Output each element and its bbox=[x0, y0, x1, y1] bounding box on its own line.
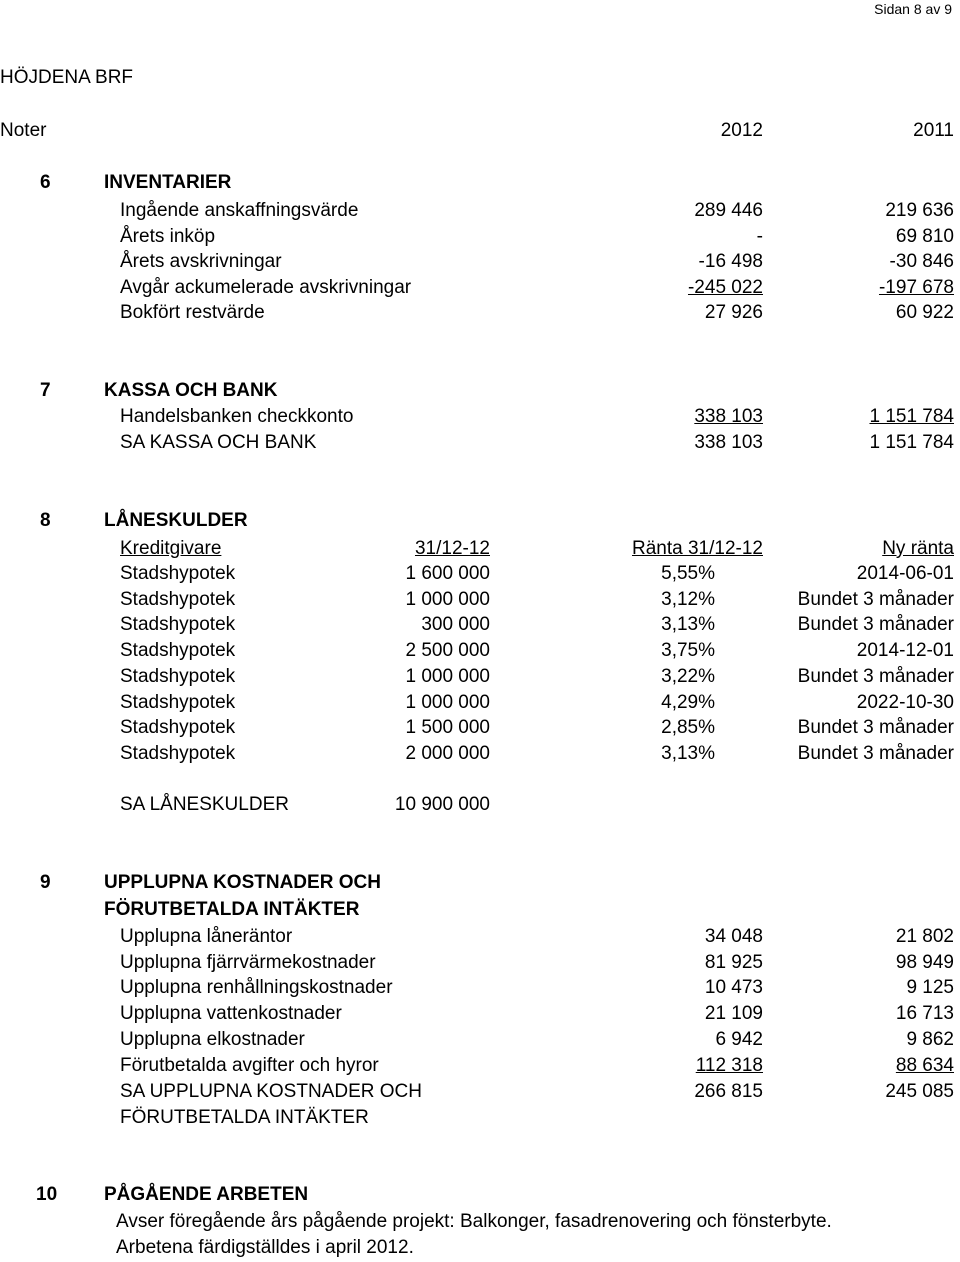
row-label: Bokfört restvärde bbox=[120, 302, 265, 323]
loan-amount: 1 000 000 bbox=[405, 589, 490, 610]
value-2012: 289 446 bbox=[694, 200, 763, 221]
value-2011: 69 810 bbox=[895, 226, 954, 247]
value-2012: - bbox=[756, 226, 763, 247]
row-label: Upplupna renhållningskostnader bbox=[120, 977, 393, 998]
row-label: Årets avskrivningar bbox=[120, 251, 282, 272]
note-number: 7 bbox=[40, 380, 51, 401]
loan-amount: 300 000 bbox=[421, 614, 490, 635]
loan-amount: 1 000 000 bbox=[405, 666, 490, 687]
row-label: Förutbetalda avgifter och hyror bbox=[120, 1055, 379, 1076]
new-rate-date: 2022-10-30 bbox=[856, 692, 954, 713]
interest-rate: 3,13% bbox=[661, 614, 715, 635]
value-2011: 60 922 bbox=[895, 302, 954, 323]
column-header-rate: Ränta 31/12-12 bbox=[632, 538, 763, 559]
interest-rate: 3,22% bbox=[661, 666, 715, 687]
value-2012: -245 022 bbox=[687, 277, 763, 298]
note-text-line-1: Avser föregående års pågående projekt: Balkonger, fasadrenovering och fönsterbyte. bbox=[116, 1211, 832, 1232]
interest-rate: 4,29% bbox=[661, 692, 715, 713]
total-label-line-1: SA UPPLUPNA KOSTNADER OCH bbox=[120, 1081, 422, 1102]
new-rate-date: Bundet 3 månader bbox=[797, 743, 954, 764]
note-title: LÅNESKULDER bbox=[104, 510, 248, 531]
interest-rate: 3,75% bbox=[661, 640, 715, 661]
value-2012: 338 103 bbox=[694, 432, 763, 453]
new-rate-date: 2014-12-01 bbox=[856, 640, 954, 661]
creditor: Stadshypotek bbox=[120, 717, 236, 738]
value-2011: 219 636 bbox=[885, 200, 954, 221]
note-number: 9 bbox=[40, 872, 51, 893]
row-label: Upplupna vattenkostnader bbox=[120, 1003, 342, 1024]
row-label: Avgår ackumelerade avskrivningar bbox=[120, 277, 412, 298]
row-label: Årets inköp bbox=[120, 226, 216, 247]
value-2012: 34 048 bbox=[704, 926, 763, 947]
note-number: 6 bbox=[40, 172, 51, 193]
value-2011: 16 713 bbox=[895, 1003, 954, 1024]
year-2012-header: 2012 bbox=[720, 120, 763, 141]
value-2012: 81 925 bbox=[704, 952, 763, 973]
column-header-amount: 31/12-12 bbox=[414, 538, 490, 559]
total-value: 10 900 000 bbox=[394, 794, 490, 815]
new-rate-date: Bundet 3 månader bbox=[797, 589, 954, 610]
interest-rate: 2,85% bbox=[661, 717, 715, 738]
page-number: Sidan 8 av 9 bbox=[874, 1, 952, 17]
row-label: Ingående anskaffningsvärde bbox=[120, 200, 359, 221]
new-rate-date: Bundet 3 månader bbox=[797, 717, 954, 738]
total-2012: 266 815 bbox=[694, 1081, 763, 1102]
value-2011: 88 634 bbox=[895, 1055, 954, 1076]
value-2011: 21 802 bbox=[895, 926, 954, 947]
row-label: SA KASSA OCH BANK bbox=[120, 432, 317, 453]
value-2011: 98 949 bbox=[895, 952, 954, 973]
note-title-line-2: FÖRUTBETALDA INTÄKTER bbox=[104, 899, 360, 920]
value-2012: 112 318 bbox=[695, 1055, 763, 1076]
note-title: PÅGÅENDE ARBETEN bbox=[104, 1184, 309, 1205]
organization-name: HÖJDENA BRF bbox=[0, 67, 134, 88]
new-rate-date: 2014-06-01 bbox=[856, 563, 954, 584]
creditor: Stadshypotek bbox=[120, 589, 236, 610]
value-2012: 338 103 bbox=[694, 406, 763, 427]
loan-amount: 2 000 000 bbox=[405, 743, 490, 764]
interest-rate: 3,13% bbox=[661, 743, 715, 764]
total-label: SA LÅNESKULDER bbox=[120, 794, 289, 815]
value-2012: 27 926 bbox=[704, 302, 763, 323]
note-title-line-1: UPPLUPNA KOSTNADER OCH bbox=[104, 872, 381, 893]
creditor: Stadshypotek bbox=[120, 692, 236, 713]
creditor: Stadshypotek bbox=[120, 743, 236, 764]
column-header-creditor: Kreditgivare bbox=[120, 538, 222, 559]
creditor: Stadshypotek bbox=[120, 563, 236, 584]
value-2011: 9 125 bbox=[906, 977, 954, 998]
loan-amount: 1 600 000 bbox=[405, 563, 490, 584]
value-2011: 1 151 784 bbox=[869, 432, 954, 453]
row-label: Upplupna elkostnader bbox=[120, 1029, 305, 1050]
row-label: Upplupna låneräntor bbox=[120, 926, 293, 947]
loan-amount: 2 500 000 bbox=[405, 640, 490, 661]
notes-label: Noter bbox=[0, 120, 47, 141]
creditor: Stadshypotek bbox=[120, 640, 236, 661]
value-2012: 6 942 bbox=[715, 1029, 763, 1050]
value-2012: -16 498 bbox=[698, 251, 763, 272]
loan-amount: 1 500 000 bbox=[405, 717, 490, 738]
year-2011-header: 2011 bbox=[913, 120, 954, 141]
new-rate-date: Bundet 3 månader bbox=[797, 614, 954, 635]
value-2011: -30 846 bbox=[889, 251, 954, 272]
interest-rate: 5,55% bbox=[661, 563, 715, 584]
creditor: Stadshypotek bbox=[120, 666, 236, 687]
note-number: 10 bbox=[36, 1184, 58, 1205]
value-2011: 9 862 bbox=[906, 1029, 954, 1050]
new-rate-date: Bundet 3 månader bbox=[797, 666, 954, 687]
total-label-line-2: FÖRUTBETALDA INTÄKTER bbox=[120, 1107, 369, 1128]
total-2011: 245 085 bbox=[885, 1081, 954, 1102]
note-text-line-2: Arbetena färdigställdes i april 2012. bbox=[116, 1237, 414, 1258]
value-2012: 21 109 bbox=[704, 1003, 763, 1024]
column-header-new-rate: Ny ränta bbox=[882, 538, 954, 559]
creditor: Stadshypotek bbox=[120, 614, 236, 635]
row-label: Handelsbanken checkkonto bbox=[120, 406, 354, 427]
note-number: 8 bbox=[40, 510, 51, 531]
note-title: INVENTARIER bbox=[104, 172, 232, 193]
note-title: KASSA OCH BANK bbox=[104, 380, 278, 401]
value-2011: 1 151 784 bbox=[869, 406, 954, 427]
value-2012: 10 473 bbox=[704, 977, 763, 998]
row-label: Upplupna fjärrvärmekostnader bbox=[120, 952, 376, 973]
loan-amount: 1 000 000 bbox=[405, 692, 490, 713]
value-2011: -197 678 bbox=[878, 277, 954, 298]
interest-rate: 3,12% bbox=[661, 589, 715, 610]
